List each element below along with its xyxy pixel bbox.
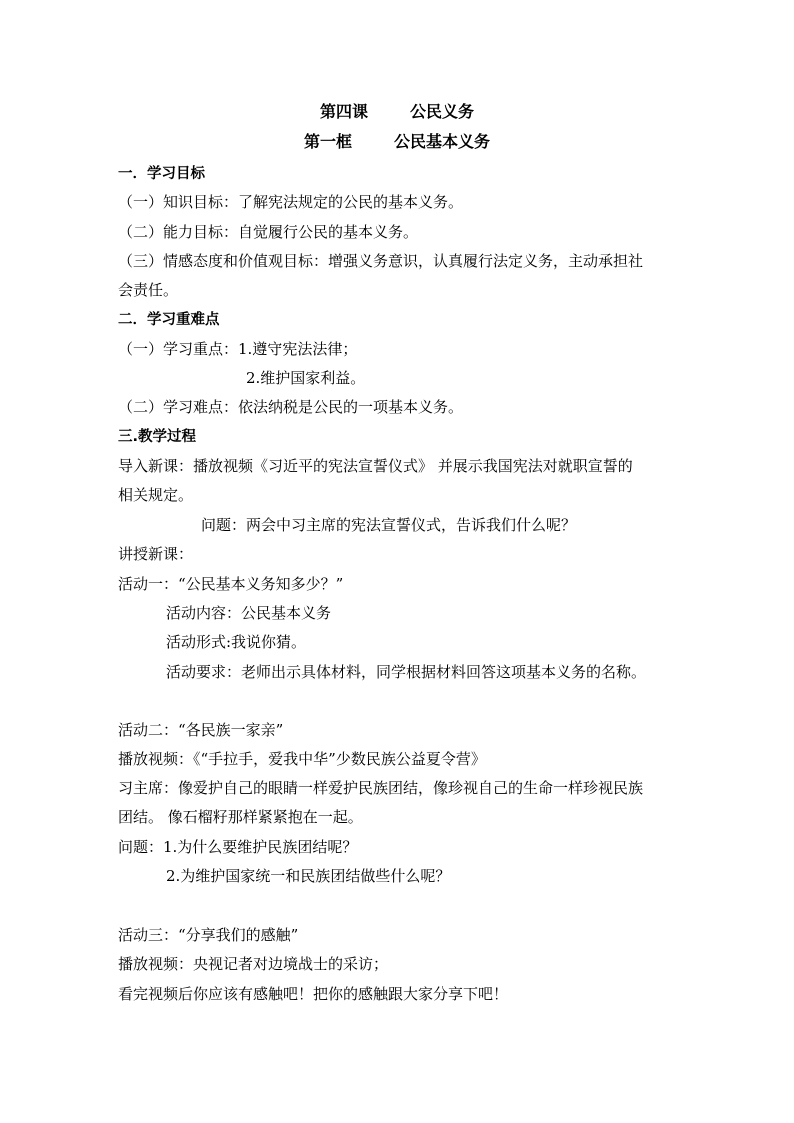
- section-name: 公民基本义务: [394, 132, 491, 151]
- activity1-title: 活动一：“公民基本义务知多少？”: [118, 575, 344, 593]
- intro-line1: 导入新课：播放视频《习近平的宪法宣誓仪式》 并展示我国宪法对就职宣誓的: [118, 457, 633, 475]
- difficult-point: （二）学习难点：依法纳税是公民的一项基本义务。: [118, 398, 464, 416]
- activity2-title: 活动二：“各民族一家亲”: [118, 721, 284, 739]
- teach-new-lesson: 讲授新课：: [118, 545, 194, 563]
- section-title: [0, 131, 794, 153]
- lesson-title: [0, 101, 794, 123]
- activity2-question1: 问题：1.为什么要维护民族团结呢？: [118, 838, 358, 856]
- activity2-quote-line1: 习主席：像爱护自己的眼睛一样爱护民族团结，像珍视自己的生命一样珍视民族: [118, 779, 644, 797]
- activity1-requirement: 活动要求：老师出示具体材料，同学根据材料回答这项基本义务的名称。: [166, 663, 647, 681]
- section-number: 第一框: [303, 132, 352, 151]
- activity3-video: 播放视频：央视记者对边境战士的采访；: [118, 955, 389, 973]
- intro-question: 问题：两会中习主席的宪法宣誓仪式，告诉我们什么呢？: [201, 516, 577, 534]
- activity2-video: 播放视频：《“手拉手，爱我中华”少数民族公益夏令营》: [118, 750, 486, 768]
- heading-learning-goals: 一．学习目标: [118, 166, 205, 182]
- activity1-form: 活动形式:我说你猜。: [166, 633, 307, 651]
- goal-attitude-line1: （三）情感态度和价值观目标：增强义务意识，认真履行法定义务，主动承担社: [118, 252, 644, 270]
- activity2-question2: 2.为维护国家统一和民族团结做些什么呢？: [166, 867, 451, 885]
- lesson-name: 公民义务: [410, 102, 475, 121]
- key-point-line1: （一）学习重点：1.遵守宪法法律；: [118, 340, 358, 358]
- activity2-quote-line2: 团结。 像石榴籽那样紧紧抱在一起。: [118, 808, 363, 826]
- activity3-share: 看完视频后你应该有感触吧！把你的感触跟大家分享下吧！: [118, 985, 509, 1003]
- goal-attitude-line2: 会责任。: [118, 281, 179, 299]
- key-point-line2: 2.维护国家利益。: [246, 369, 366, 387]
- heading-teaching-process: 三.教学过程: [118, 429, 197, 445]
- heading-key-points: 二．学习重难点: [118, 312, 220, 328]
- lesson-number: 第四课: [319, 102, 368, 121]
- goal-ability: （二）能力目标：自觉履行公民的基本义务。: [118, 223, 419, 241]
- activity3-title: 活动三：“分享我们的感触”: [118, 926, 299, 944]
- activity1-content: 活动内容：公民基本义务: [166, 604, 332, 622]
- goal-knowledge: （一）知识目标：了解宪法规定的公民的基本义务。: [118, 193, 464, 211]
- intro-line2: 相关规定。: [118, 486, 194, 504]
